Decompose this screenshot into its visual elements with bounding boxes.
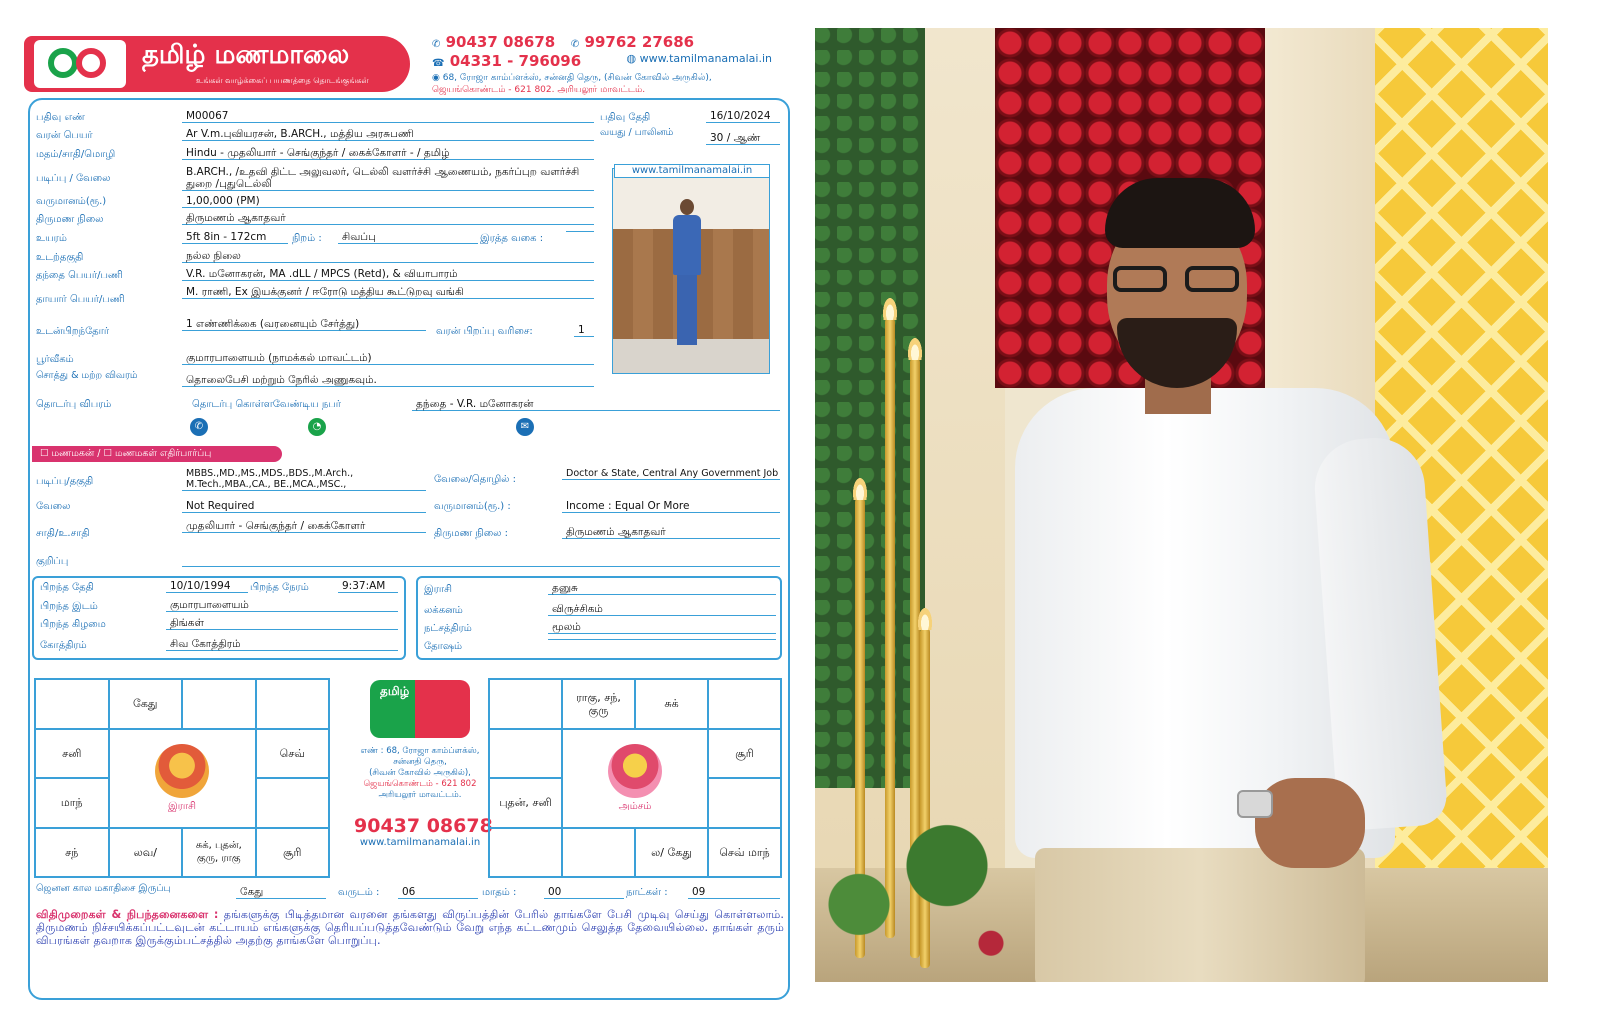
reg-no-label: பதிவு எண் [36,112,85,123]
blood-label: இரத்த வகை : [480,233,544,244]
pref-caste: முதலியார் - செங்குந்தர் / கைக்கோளர் [182,520,426,533]
note [182,554,780,567]
mother: M. ராணி, Ex இயக்குனர் / ஈரோடு மத்திய கூட்டுறவு வங்கி [182,286,594,299]
location-icon: ◉ [432,73,440,83]
amsam-caption: அம்சம் [618,800,652,812]
pref-edu: MBBS.,MD.,MS.,MDS.,BDS.,M.Arch., M.Tech.,MBA.,CA., BE.,MCA.,MSC., [182,468,426,491]
contact-person-label: தொடர்பு கொள்ளவேண்டிய நபர் [192,399,341,410]
pref-occupation-label: வேலை/தொழில் : [434,474,517,485]
rasi-caption: இராசி [168,800,196,812]
amsam-cell: புதன், சனி [489,778,562,828]
biodata-sheet [22,28,812,1006]
watch-icon [1237,790,1273,818]
groom-figure [995,178,1415,982]
gothram: சிவ கோத்திரம் [166,638,398,651]
pref-marital: திருமணம் ஆகாதவர் [562,526,780,539]
groom-photo-small [612,168,770,374]
height-label: உயரம் [36,233,67,244]
pref-caste-label: சாதி/உ.சாதி [36,528,90,539]
terms-body: தங்களுக்கு பிடித்தமான வரனை தங்களது விருப்பத்தின் பேரில் தாங்களே பேசி முடிவு செய்து கொள்ளலாம். திருமணம் நிச்சயிக்கப்பட்டவுடன் கட்டாயம் எங்களுக்கு தெரியப்படுத்தவேண்டும் வேறு எந்த கட்டணமும் செலுத்த தேவையில்லை. தாங்கள் தரும் விபரங்கள் தவறாக இருக்கும்பட்சத்தில் அதற்கு தாங்களே பொறுப்பு. [36,908,785,947]
ganesha-icon [155,744,209,798]
gothram-label: கோத்திரம் [40,640,87,651]
day: திங்கள் [166,617,398,630]
amsam-cell: ராகு, சந், குரு [562,679,635,729]
dasa-months-label: மாதம் : [482,887,517,898]
amsam-cell [489,679,562,729]
brand-logo [24,36,410,92]
pref-occupation: Doctor & State, Central Any Government Job [562,468,780,480]
amsam-cell [708,778,781,828]
pref-income: Income : Equal Or More [562,500,780,513]
rasi-center [109,729,256,828]
phone-2: 99762 27686 [584,33,695,51]
pref-marital-label: திருமண நிலை : [434,528,509,539]
dasa-years: 06 [398,886,478,899]
dasa-years-label: வருடம் : [338,887,380,898]
amsam-cell [489,729,562,779]
rasi-cell [256,778,330,828]
reg-no: M00067 [182,110,594,123]
star-label: நட்சத்திரம் [424,623,472,634]
globe-icon: ◍ [626,52,637,65]
contact-person: தந்தை - V.R. மனோகரன் [412,398,780,411]
brand-title: தமிழ் மணமாலை [142,40,350,70]
phone-icon: ✆ [432,39,441,50]
note-label: குறிப்பு [36,556,69,567]
lagnam-label: லக்கனம் [424,605,463,616]
amsam-cell [489,828,562,878]
dosham-label: தோஷம் [424,641,463,652]
rasi-cell: சந் [35,828,109,878]
phone-1: 90437 08678 [445,33,556,51]
rasi-cell: கேது [109,679,183,729]
tob-label: பிறந்த நேரம் [250,582,309,593]
rasi-cell: லவ/ [109,828,183,878]
rasi-cell: சூரி [256,828,330,878]
complexion: சிவப்பு [338,231,478,244]
lakshmi-icon [608,744,662,798]
birth-order: 1 [574,324,594,337]
rasi-cell [35,679,109,729]
rasi-cell: மாந் [35,778,109,828]
day-label: பிறந்த கிழமை [40,619,106,630]
groom-name-label: வரன் பெயர் [36,130,93,141]
marital: திருமணம் ஆகாதவர் [182,212,594,225]
rasi-cell [182,679,256,729]
place-label: பிறந்த இடம் [40,601,98,612]
dob-label: பிறந்த தேதி [40,582,94,593]
address-line-1: 68, ரோஜா காம்ப்ளக்ஸ், சன்னதி தெரு, (சிவன் கோவில் அருகில்), [442,73,712,83]
star: மூலம் [548,621,776,634]
mid-addr-5: அரியலூர் மாவட்டம். [378,790,462,800]
amsam-cell: செவ் மாந் [708,828,781,878]
amsam-cell [562,828,635,878]
address-line-2: ஜெயங்கொண்டம் - 621 802. அரியலூர் மாவட்டம். [432,85,646,95]
mid-addr-1: எண் : 68, ரோஜா காம்ப்ளக்ஸ், [360,746,480,756]
pref-edu-label: படிப்பு/தகுதி [36,476,94,487]
logo-hearts-icon [370,680,470,738]
marital-label: திருமண நிலை [36,214,104,225]
siblings: 1 எண்ணிக்கை (வரனையும் சேர்த்து) [182,318,426,331]
center-logo-block [354,680,493,880]
rasi-label: இராசி [424,584,452,595]
physical-label: உடற்தகுதி [36,252,84,263]
dasa-months: 00 [544,886,624,899]
siblings-label: உடன்பிறந்தோர் [36,326,110,337]
whatsapp-icon[interactable]: ◔ [308,418,326,436]
native: குமாரபாளையம் (நாமக்கல் மாவட்டம்) [182,352,594,365]
groom-photo [815,28,1548,982]
pref-job: Not Required [182,500,426,513]
amsam-cell: ல/ கேது [635,828,708,878]
lagnam: விருச்சிகம் [548,603,776,616]
rasi: தனுசு [548,582,776,595]
website: www.tamilmanamalai.in [639,52,772,65]
groom-name: Ar V.m.புவியரசன், B.ARCH., மத்திய அரசுபணி [182,128,594,141]
mid-addr-3: (சிவன் கோவில் அருகில்), [369,768,471,778]
income-label: வருமானம்(ரூ.) [36,196,107,207]
father-label: தந்தை பெயர்/பணி [36,270,123,281]
age-label: வயது / பாலினம் [600,127,674,138]
amsam-cell: சூரி [708,729,781,779]
mid-addr-2: சன்னதி தெரு, [393,757,447,767]
pref-job-label: வேலை [36,501,71,512]
expectations-title: ☐ மணமகன் / ☐ மணமகள் எதிர்பார்ப்பு [32,446,282,462]
dob: 10/10/1994 [166,580,248,593]
terms-title: விதிமுறைகள் & நிபந்தனைகளை : [36,908,219,921]
religion-label: மதம்/சாதி/மொழி [36,149,116,160]
landline-icon: ☎ [432,58,445,69]
dasa-planet: கேது [236,886,326,899]
rasi-cell [256,679,330,729]
property-label: சொத்து & மற்ற விவரம் [36,370,138,381]
logo-hearts-icon [34,40,126,88]
father: V.R. மனோகரன், MA .dLL / MPCS (Retd), & வியாபாரம் [182,268,594,281]
rasi-cell: சுக், புதன், குரு, ராகு [182,828,256,878]
tob: 9:37:AM [338,580,398,593]
mid-brand: தமிழ் [380,684,410,698]
rasi-chart [34,678,330,878]
age: 30 / ஆண் [706,132,780,145]
place: குமாரபாளையம் [166,599,398,612]
birth-order-label: வரன் பிறப்பு வரிசை: [436,326,533,337]
property: தொலைபேசி மற்றும் நேரில் அணுகவும். [182,374,594,387]
complexion-label: நிறம் : [292,233,322,244]
contact-label: தொடர்பு விபரம் [36,399,112,410]
phone-3: 04331 - 796096 [449,52,582,70]
reg-date-label: பதிவு தேதி [600,112,651,123]
dasa-days-label: நாட்கள் : [626,887,668,898]
income: 1,00,000 (PM) [182,195,594,208]
brand-tagline: உங்கள் வாழ்க்கைப் பயணத்தை தொடங்குங்கள் [196,76,369,85]
terms [36,908,784,947]
reg-date: 16/10/2024 [706,110,780,123]
dosham [548,639,776,640]
rasi-cell: சனி [35,729,109,779]
phone-icon[interactable]: ✆ [190,418,208,436]
header-contacts [432,34,812,96]
rasi-cell: செவ் [256,729,330,779]
amsam-center [562,729,708,828]
education-label: படிப்பு / வேலை [36,173,111,184]
dasa-label: ஜெனன கால மகாதிசை இருப்பு [36,883,171,894]
phone-icon: ✆ [570,39,580,50]
mid-web: www.tamilmanamalai.in [359,837,481,848]
mid-phone: 90437 08678 [354,815,493,837]
amsam-chart [488,678,782,878]
blood [566,231,594,232]
dasa-days: 09 [688,886,780,899]
amsam-cell [708,679,781,729]
pref-income-label: வருமானம்(ரூ.) : [434,501,511,512]
education: B.ARCH., /உதவி திட்ட அலுவலர், டெல்லி வளர்ச்சி ஆணையம், நகர்ப்புற வளர்ச்சி துறை /புதுடெல்லி [182,166,594,191]
height: 5ft 8in - 172cm [182,231,288,244]
mid-addr-4: ஜெயங்கொண்டம் - 621 802 [363,779,477,789]
amsam-cell: சுக் [635,679,708,729]
religion: Hindu - முதலியார் - செங்குந்தர் / கைக்கோளர் - / தமிழ் [182,147,594,160]
native-label: பூர்வீகம் [36,354,74,365]
mother-label: தாயார் பெயர்/பணி [36,294,125,305]
physical: நல்ல நிலை [182,250,594,263]
photo-caption: www.tamilmanamalai.in [614,164,770,178]
email-icon[interactable]: ✉ [516,418,534,436]
